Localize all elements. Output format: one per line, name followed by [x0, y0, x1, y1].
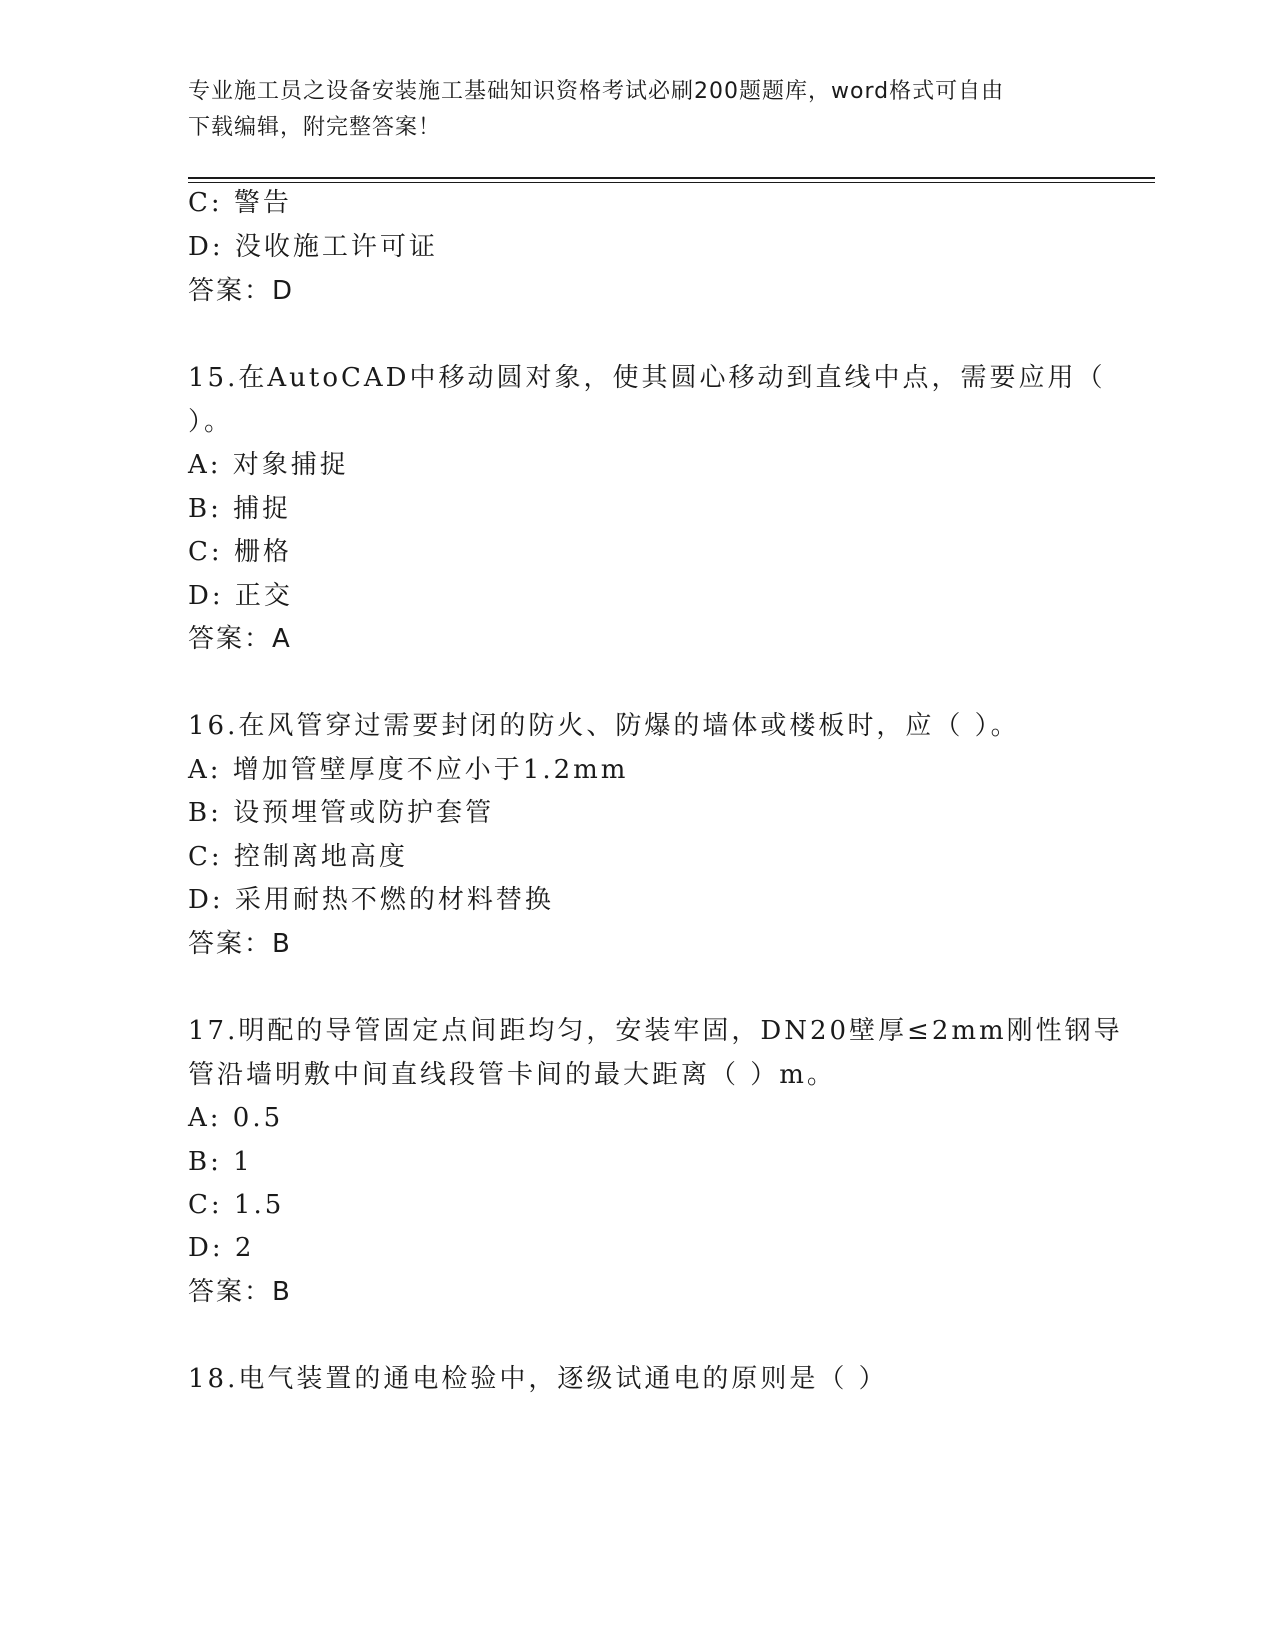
question-18: 18.电气装置的通电检验中，逐级试通电的原则是（ ）: [188, 1364, 888, 1394]
option-d-q15: D: 正交: [188, 581, 293, 611]
answer-q17: 答案：B: [188, 1277, 292, 1307]
question-15: 15.在AutoCAD中移动圆对象，使其圆心移动到直线中点，需要应用（: [188, 363, 1106, 393]
header-divider-thin: [188, 182, 1155, 183]
option-b-q16: B: 设预埋管或防护套管: [188, 798, 495, 828]
document-header: [188, 74, 1068, 146]
header-line-2: 下载编辑，附完整答案！: [188, 115, 442, 140]
question-17: 17.明配的导管固定点间距均匀，安装牢固，DN20壁厚≤2mm刚性钢导: [188, 1016, 1123, 1046]
question-17-cont: 管沿墙明敷中间直线段管卡间的最大距离（ ）m。: [188, 1060, 836, 1090]
question-16: 16.在风管穿过需要封闭的防火、防爆的墙体或楼板时，应（ ）。: [188, 711, 1020, 741]
header-line-1: 专业施工员之设备安装施工基础知识资格考试必刷200题题库，word格式可自由: [188, 79, 1005, 104]
option-d-q16: D: 采用耐热不燃的材料替换: [188, 885, 554, 915]
answer-q14: 答案：D: [188, 276, 295, 306]
option-d-q17: D: 2: [188, 1233, 255, 1263]
option-c-q17: C: 1.5: [188, 1190, 285, 1220]
option-a-q15: A: 对象捕捉: [188, 450, 349, 480]
option-c-q14: C: 警告: [188, 188, 292, 218]
answer-q16: 答案：B: [188, 929, 292, 959]
answer-q15: 答案：A: [188, 624, 292, 654]
header-divider-thick: [188, 177, 1155, 179]
option-b-q15: B: 捕捉: [188, 494, 292, 524]
option-c-q15: C: 栅格: [188, 537, 292, 567]
option-a-q17: A: 0.5: [188, 1103, 284, 1133]
question-15-cont: ）。: [188, 407, 234, 437]
option-c-q16: C: 控制离地高度: [188, 842, 408, 872]
option-a-q16: A: 增加管壁厚度不应小于1.2mm: [188, 755, 629, 785]
option-d-q14: D: 没收施工许可证: [188, 232, 438, 262]
option-b-q17: B: 1: [188, 1147, 253, 1177]
